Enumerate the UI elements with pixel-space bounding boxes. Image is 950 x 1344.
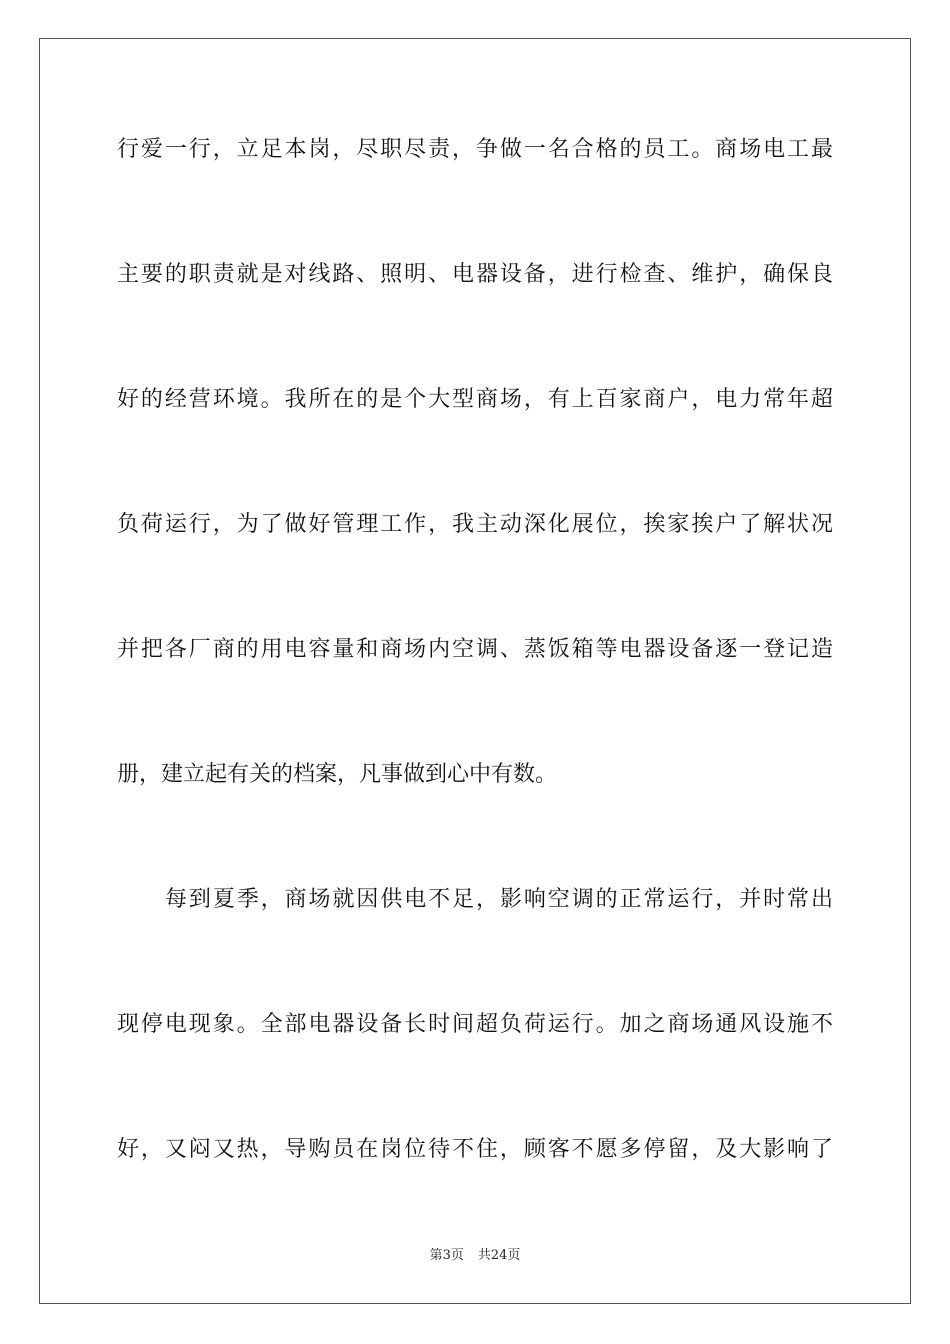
body-text-line: 行爱一行，立足本岗，尽职尽责，争做一名合格的员工。商场电工最 bbox=[117, 137, 833, 162]
page-number: 第3页 bbox=[429, 1248, 464, 1263]
body-text-line: 好，又闷又热，导购员在岗位待不住，顾客不愿多停留，及大影响了 bbox=[117, 1137, 833, 1162]
page-footer bbox=[0, 1247, 950, 1265]
body-text-line: 册，建立起有关的档案，凡事做到心中有数。 bbox=[117, 762, 558, 787]
body-text-line: 负荷运行，为了做好管理工作，我主动深化展位，挨家挨户了解状况 bbox=[117, 512, 833, 537]
page-border bbox=[39, 38, 911, 1304]
body-text-line: 好的经营环境。我所在的是个大型商场，有上百家商户，电力常年超 bbox=[117, 387, 833, 412]
body-text-line: 现停电现象。全部电器设备长时间超负荷运行。加之商场通风设施不 bbox=[117, 1012, 833, 1037]
paragraph-first-line: 每到夏季，商场就因供电不足，影响空调的正常运行，并时常出 bbox=[165, 887, 833, 912]
page-total: 共24页 bbox=[477, 1248, 521, 1263]
body-text-line: 主要的职责就是对线路、照明、电器设备，进行检查、维护，确保良 bbox=[117, 262, 833, 287]
body-text-line: 并把各厂商的用电容量和商场内空调、蒸饭箱等电器设备逐一登记造 bbox=[117, 637, 833, 662]
